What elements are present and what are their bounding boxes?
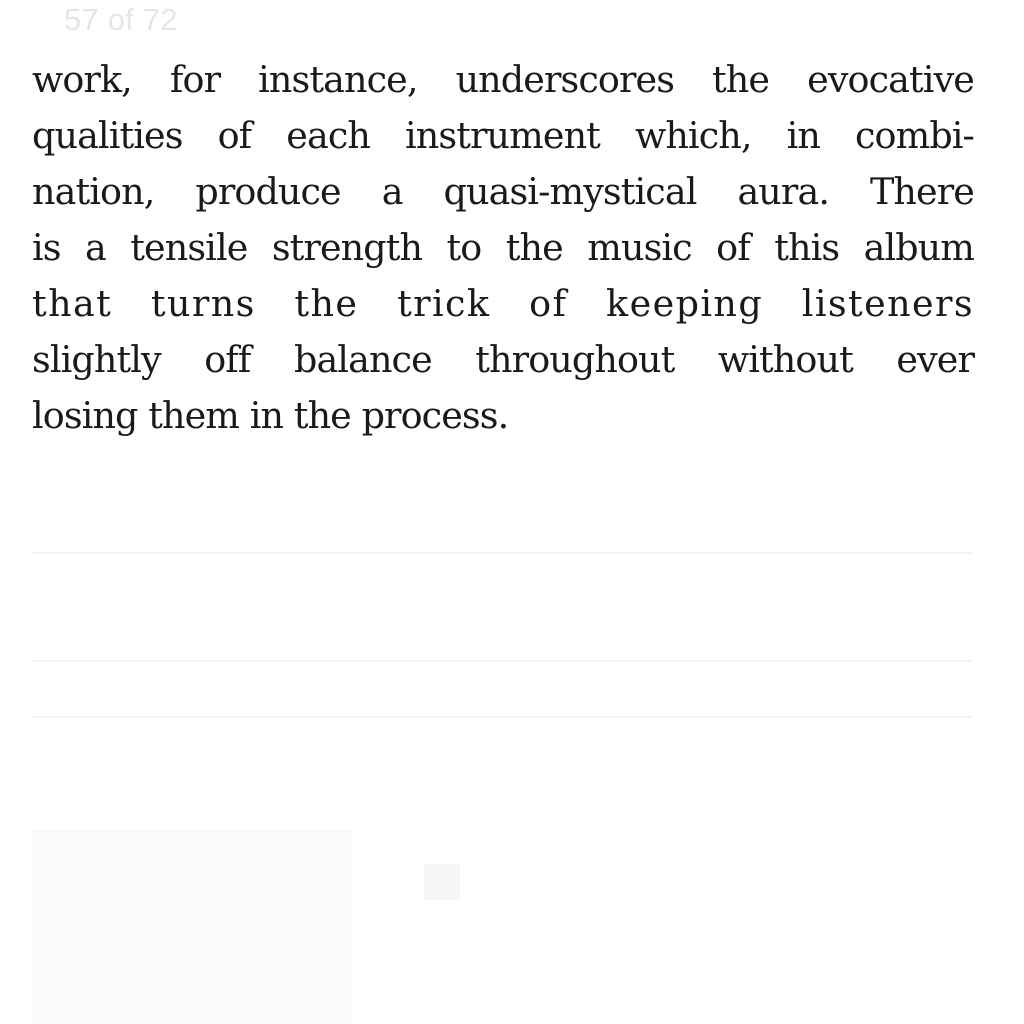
page-indicator: 57 of 72	[64, 2, 178, 37]
book-text[interactable]	[32, 52, 974, 444]
text-line: work, for instance, underscores the evocative	[32, 58, 974, 101]
text-line: that turns the trick of keeping listeners	[32, 282, 974, 325]
text-line: slightly off balance throughout without ever	[32, 338, 974, 381]
divider	[32, 660, 972, 662]
bleed-through-image	[424, 864, 460, 900]
text-line: losing them in the process.	[32, 394, 509, 437]
text-line: qualities of each instrument which, in combi-	[32, 114, 974, 157]
text-line: is a tensile strength to the music of this album	[32, 226, 974, 269]
divider	[32, 716, 972, 718]
divider	[32, 552, 972, 554]
bleed-through-image	[32, 830, 352, 1024]
text-line: nation, produce a quasi-mystical aura. There	[32, 170, 974, 213]
